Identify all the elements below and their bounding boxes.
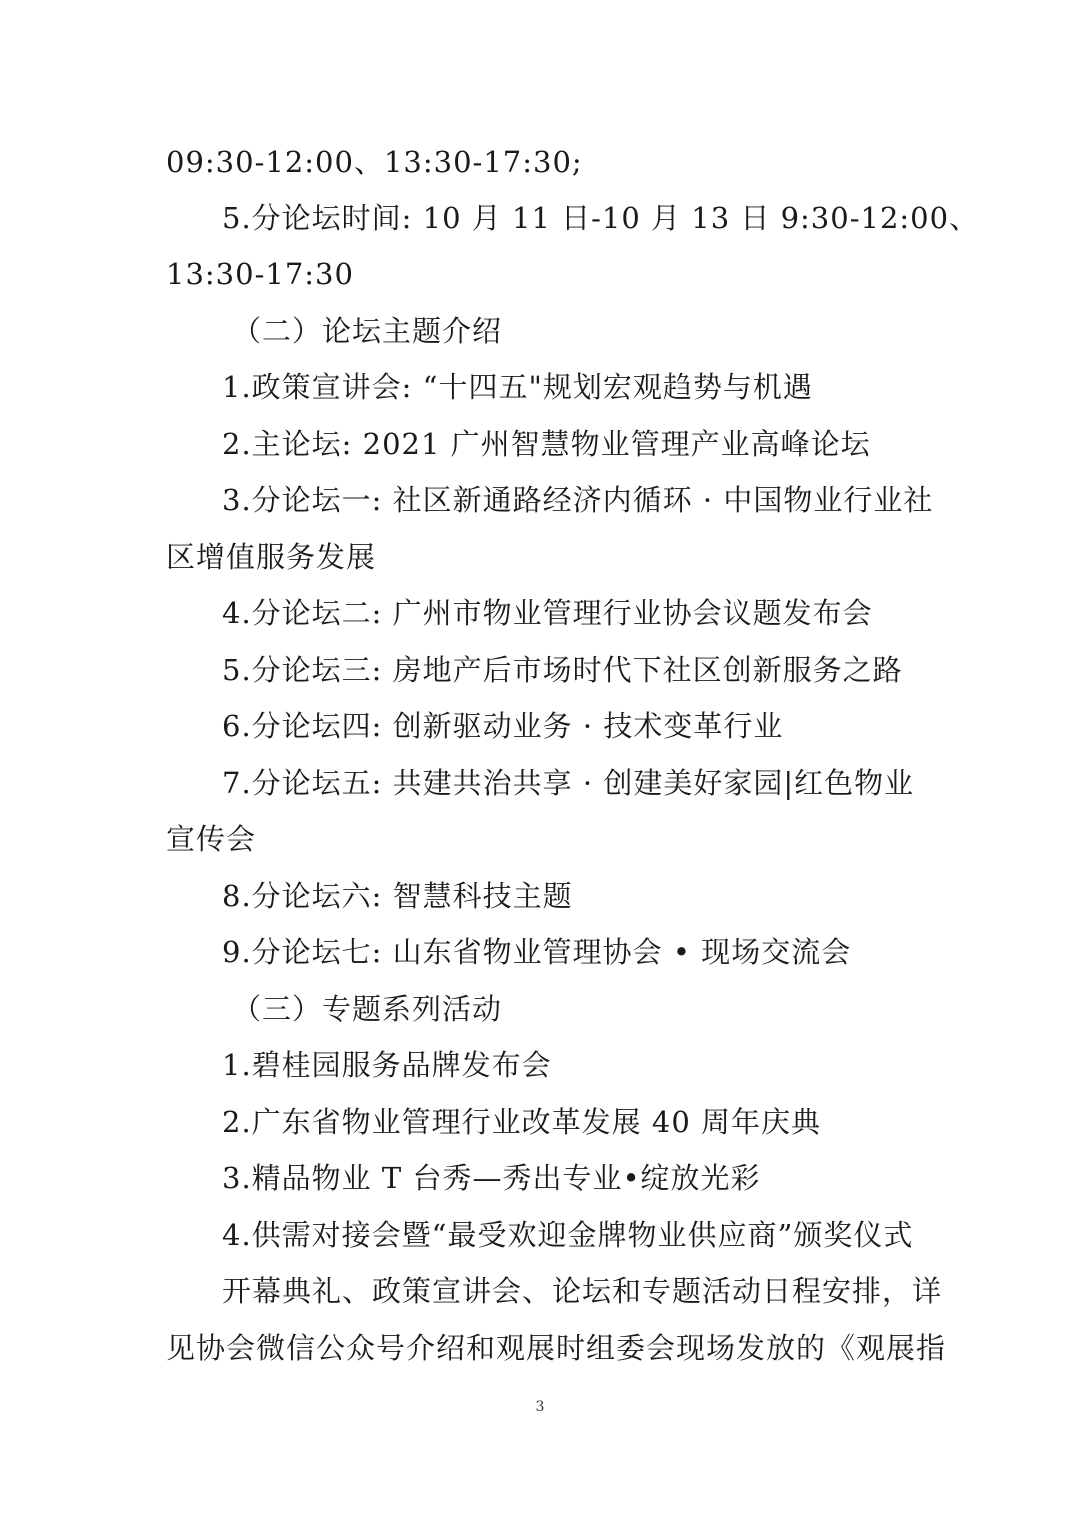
topic-item-3-continuation: 区增值服务发展 bbox=[166, 540, 377, 574]
topic-item-7-continuation: 宣传会 bbox=[166, 822, 257, 856]
topic-item-9: 9.分论坛七: 山东省物业管理协会 • 现场交流会 bbox=[222, 935, 852, 969]
topic-item-2: 2.主论坛: 2021 广州智慧物业管理产业高峰论坛 bbox=[222, 427, 871, 461]
activity-item-2: 2.广东省物业管理行业改革发展 40 周年庆典 bbox=[222, 1105, 822, 1139]
schedule-time-continuation: 09:30-12:00、13:30-17:30; bbox=[166, 145, 583, 179]
activity-item-1: 1.碧桂园服务品牌发布会 bbox=[222, 1048, 552, 1082]
subforum-time-item: 5.分论坛时间: 10 月 11 日-10 月 13 日 9:30-12:00、 bbox=[222, 201, 980, 235]
topic-item-7: 7.分论坛五: 共建共治共享 · 创建美好家园|红色物业 bbox=[222, 766, 915, 800]
section-heading-special-activities: （三）专题系列活动 bbox=[232, 992, 503, 1026]
topic-item-1: 1.政策宣讲会: “十四五"规划宏观趋势与机遇 bbox=[222, 370, 813, 404]
topic-item-3: 3.分论坛一: 社区新通路经济内循环 · 中国物业行业社 bbox=[222, 483, 934, 517]
schedule-note-continuation: 见协会微信公众号介绍和观展时组委会现场发放的《观展指 bbox=[166, 1331, 947, 1365]
activity-item-3: 3.精品物业 T 台秀—秀出专业•绽放光彩 bbox=[222, 1161, 761, 1195]
topic-item-4: 4.分论坛二: 广州市物业管理行业协会议题发布会 bbox=[222, 596, 873, 630]
schedule-note-paragraph: 开幕典礼、政策宣讲会、论坛和专题活动日程安排，详 bbox=[222, 1274, 943, 1308]
page-number: 3 bbox=[535, 1399, 545, 1415]
activity-item-4: 4.供需对接会暨“最受欢迎金牌物业供应商”颁奖仪式 bbox=[222, 1218, 914, 1252]
topic-item-8: 8.分论坛六: 智慧科技主题 bbox=[222, 879, 573, 913]
topic-item-6: 6.分论坛四: 创新驱动业务 · 技术变革行业 bbox=[222, 709, 784, 743]
topic-item-5: 5.分论坛三: 房地产后市场时代下社区创新服务之路 bbox=[222, 653, 903, 687]
subforum-time-continuation: 13:30-17:30 bbox=[166, 257, 354, 291]
section-heading-forum-topics: （二）论坛主题介绍 bbox=[232, 314, 503, 348]
